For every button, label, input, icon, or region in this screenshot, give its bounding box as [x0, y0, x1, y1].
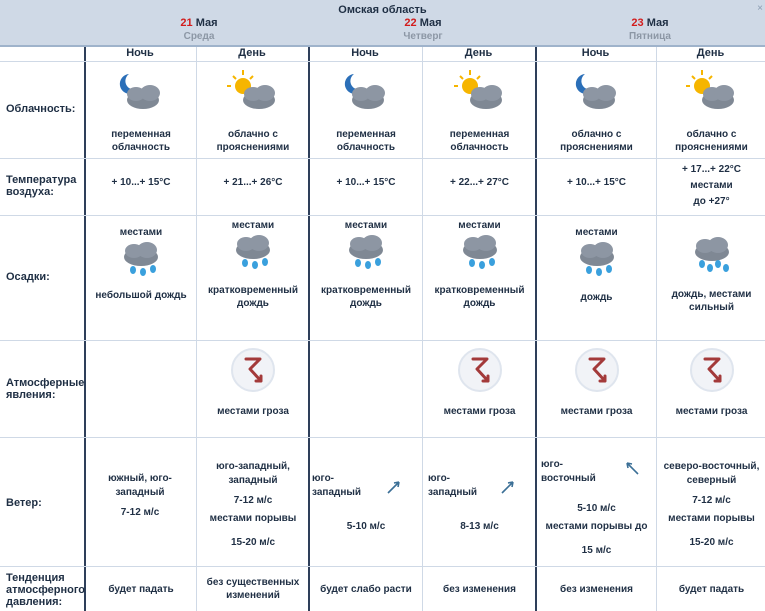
pressure-cell: будет падать [108, 584, 174, 595]
subheader-night: Ночь [126, 47, 154, 59]
cloud-text: переменная облачность [336, 129, 396, 153]
wind-arrow-icon [386, 479, 402, 495]
temp-note: до +27° [693, 196, 730, 207]
wind-direction: юго-западный [428, 473, 478, 498]
subheader-day: День [464, 47, 493, 59]
cloud-text: облачно с прояснениями [675, 129, 748, 153]
lightning-icon [230, 347, 276, 393]
wind-direction: юго-западный, западный [216, 461, 290, 486]
day-number: 23 [631, 17, 644, 29]
night-cloud-icon [567, 68, 627, 112]
sun-cloud-icon [223, 68, 283, 112]
pressure-cell: без изменения [560, 584, 633, 595]
day-month: Мая [195, 17, 218, 29]
night-cloud-icon [111, 68, 171, 112]
phen-cell [658, 347, 765, 418]
cloud-cell [424, 68, 535, 154]
day-header-1 [84, 17, 314, 42]
row-label-precip: Осадки: [6, 271, 50, 283]
pressure-cell: без существенных изменений [206, 577, 300, 601]
wind-cell [541, 458, 601, 486]
wind-direction: северо-восточный, северный [663, 461, 760, 486]
temp-cell [537, 176, 656, 189]
precip-bottom: кратковременный дождь [321, 285, 411, 309]
precip-bottom: небольшой дождь [95, 290, 187, 301]
sun-cloud-icon [450, 68, 510, 112]
wind-gust-speed: 15 м/с [581, 545, 612, 556]
temp-value: + 21...+ 26°C [223, 177, 283, 188]
temp-cell [198, 176, 308, 189]
pressure-cell: будет падать [678, 584, 745, 595]
cloud-text: облачно с прояснениями [560, 129, 633, 153]
subheader-day: День [696, 47, 725, 59]
rain-cloud-icon [227, 232, 279, 274]
lightning-icon [457, 347, 503, 393]
row-label-cloud: Облачность: [6, 103, 76, 115]
day-number: 21 [180, 17, 193, 29]
pressure-cell: будет слабо расти [320, 584, 412, 595]
wind-speed: 8-13 м/с [460, 521, 499, 532]
wind-arrow-icon [500, 479, 516, 495]
subheader-night: Ночь [581, 47, 610, 59]
precip-cell [86, 226, 196, 302]
cloud-cell [658, 68, 765, 154]
temp-value: + 17...+ 22°C [681, 164, 742, 175]
wind-speed: 5-10 м/с [346, 521, 386, 532]
temp-cell [424, 176, 535, 189]
precip-cell [537, 226, 656, 304]
day-header-3 [535, 17, 765, 42]
precip-bottom: дождь [580, 292, 613, 303]
precip-cell [310, 219, 422, 310]
wind-extra [537, 502, 656, 558]
phen-text: местами гроза [675, 406, 748, 417]
wind-cell [658, 460, 765, 550]
phen-cell [537, 347, 656, 418]
phen-text: местами гроза [560, 406, 633, 417]
temp-value: + 22...+ 27°C [449, 177, 510, 188]
temp-cell [310, 176, 422, 189]
night-cloud-icon [336, 68, 396, 112]
lightning-icon [574, 347, 620, 393]
wind-speed: 7-12 м/с [233, 495, 273, 506]
wind-gust-speed: 15-20 м/с [689, 537, 734, 548]
precip-top: местами [119, 227, 163, 238]
subheader-day: День [238, 47, 266, 59]
wind-gust: местами порывы [668, 513, 755, 524]
close-icon[interactable]: × [757, 3, 763, 14]
forecast-header [0, 0, 765, 47]
day-number: 22 [404, 17, 417, 29]
day-weekday: Пятница [629, 31, 671, 42]
temp-note: местами [690, 180, 733, 191]
temp-value: + 10...+ 15°C [111, 177, 171, 188]
cloud-text: облачно с прояснениями [216, 129, 290, 153]
cloud-text: переменная облачность [449, 129, 510, 153]
phen-row [0, 341, 765, 438]
day-month: Мая [419, 17, 442, 29]
wind-gust: местами порывы [209, 513, 297, 524]
rain-cloud-icon [115, 239, 167, 281]
wind-speed: 5-10 м/с [577, 503, 616, 514]
wind-speed: 7-12 м/с [692, 495, 731, 506]
wind-gust: местами порывы до [545, 521, 648, 532]
wind-direction: юго-западный [312, 473, 362, 498]
wind-cell [90, 472, 190, 520]
row-label-temp: Температура воздуха: [6, 174, 77, 198]
precip-bottom: дождь, местами сильный [671, 289, 752, 313]
sun-cloud-icon [682, 68, 742, 112]
precip-bottom: кратковременный дождь [208, 285, 298, 309]
region-title: Омская область [338, 4, 427, 16]
precip-bottom: кратковременный дождь [434, 285, 525, 309]
phen-cell [198, 347, 308, 418]
temp-row [0, 159, 765, 216]
pressure-cell: без изменения [443, 584, 516, 595]
rain-cloud-icon [571, 239, 623, 281]
precip-top: местами [575, 227, 618, 238]
rain-cloud-icon [686, 234, 738, 276]
pressure-row [0, 567, 765, 610]
phen-text: местами гроза [217, 406, 289, 417]
rain-cloud-icon [340, 232, 392, 274]
wind-direction: южный, юго-западный [108, 473, 172, 498]
wind-arrow-icon [624, 460, 640, 476]
cloud-text: переменная облачность [111, 129, 171, 153]
subheader-row [0, 47, 765, 62]
temp-cell [658, 162, 765, 210]
temp-cell [86, 176, 196, 189]
lightning-icon [689, 347, 735, 393]
row-label-pressure: Тенденция атмосферного давления: [6, 572, 86, 608]
temp-value: + 10...+ 15°C [566, 177, 627, 188]
day-weekday: Четверг [403, 31, 443, 42]
row-label-wind: Ветер: [6, 497, 42, 509]
wind-cell [428, 472, 488, 500]
precip-row [0, 216, 765, 341]
forecast-table [0, 47, 765, 611]
wind-speed: 7-12 м/с [120, 507, 160, 518]
precip-cell [658, 234, 765, 314]
precip-top: местами [458, 220, 501, 231]
day-weekday: Среда [183, 31, 215, 42]
cloud-cell [86, 68, 196, 154]
phen-cell [424, 347, 535, 418]
cloud-cell [198, 68, 308, 154]
wind-gust-speed: 15-20 м/с [230, 537, 276, 548]
precip-cell [198, 219, 308, 310]
phen-text: местами гроза [443, 406, 516, 417]
row-label-phen: Атмосферные явления: [6, 377, 85, 401]
wind-row [0, 438, 765, 567]
cloud-cell [537, 68, 656, 154]
precip-cell [424, 219, 535, 310]
day-header-2 [308, 17, 538, 42]
rain-cloud-icon [454, 232, 506, 274]
cloud-row [0, 62, 765, 159]
wind-cell [198, 460, 308, 550]
subheader-night: Ночь [351, 47, 379, 59]
precip-top: местами [231, 220, 275, 231]
cloud-cell [310, 68, 422, 154]
temp-value: + 10...+ 15°C [336, 177, 396, 188]
wind-direction: юго-восточный [541, 459, 596, 484]
precip-top: местами [344, 220, 388, 231]
wind-cell [312, 472, 372, 500]
day-month: Мая [646, 17, 669, 29]
